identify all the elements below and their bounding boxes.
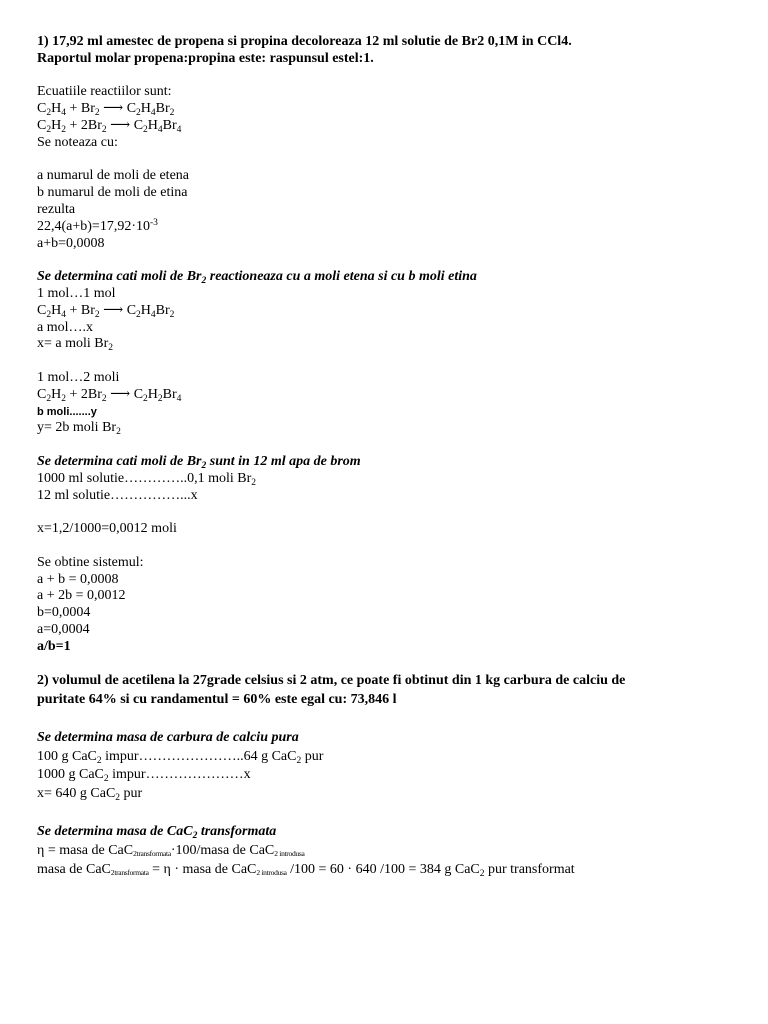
yield-formula: η = masa de CaC2transformata·100/masa de CaC2 introdusa	[37, 842, 305, 858]
sum-equation: a+b=0,0008	[37, 235, 105, 251]
problem-2-title-line-1: 2) volumul de acetilena la 27grade celsius si 2 atm, ce poate fi obtinut din 1 kg carbura de calciu de	[37, 673, 626, 689]
problem-1-title-line-1: 1) 17,92 ml amestec de propena si propina decoloreaza 12 ml solutie de Br2 0,1M in CCl4.	[37, 34, 572, 49]
variable-a-definition: a numarul de moli de etena	[37, 168, 189, 184]
carbide-line-2: 1000 g CaC$_2$ impur…………………x	[37, 767, 251, 785]
result-label: rezulta	[37, 201, 76, 217]
system-eq-2: a + 2b = 0,0012	[37, 588, 126, 604]
section-heading-br2-in-solution: Se determina cati moli de $Br_2$ sunt in 12 ml apa de brom	[37, 453, 361, 471]
y-result: y= 2b moli $Br_2$	[37, 420, 121, 438]
final-ratio: a/b=1	[37, 638, 71, 654]
document-page	[37, 34, 737, 881]
section-heading-br2-reacted: Se determina cati moli de $Br_2$ reactioneaza cu a moli etena si cu b moli etina	[37, 269, 477, 287]
solution-line-1: 1000 ml solutie…………..0,1 moli $Br_2$	[37, 470, 257, 488]
reaction-equation-3: $C_2H_4 + Br_2$ ⟶ $C_2H_4Br_2$	[37, 302, 175, 320]
system-eq-3: b=0,0004	[37, 605, 91, 621]
section-heading-transformed-carbide: Se determina masa de CaC$_2$ transformata	[37, 824, 277, 842]
system-intro: Se obtine sistemul:	[37, 554, 144, 570]
reaction-equation-2: $C_2H_2 + 2Br_2$ ⟶ $C_2H_4Br_4$	[37, 117, 182, 135]
solution-line-2: 12 ml solutie……………...x	[37, 487, 198, 503]
notation-intro: Se noteaza cu:	[37, 134, 118, 150]
reaction-equation-4: $C_2H_2 + 2Br_2$ ⟶ $C_2H_2Br_4$	[37, 386, 182, 404]
system-eq-1: a + b = 0,0008	[37, 571, 119, 587]
x-value: x=1,2/1000=0,0012 moli	[37, 521, 177, 537]
x-result: x= a moli $Br_2$	[37, 336, 114, 354]
stoich-line-a: a mol….x	[37, 319, 93, 335]
problem-2-title-line-2: puritate 64% si cu randamentul = 60% este egal cu: 73,846 l	[37, 691, 397, 707]
problem-1-title-line-2: Raportul molar propena:propina este: raspunsul estel:1.	[37, 50, 374, 66]
variable-b-definition: b numarul de moli de etina	[37, 185, 188, 201]
volume-equation: $22,4(a+b)=17,92\cdot 10^{-3}$	[37, 217, 158, 234]
system-eq-4: a=0,0004	[37, 621, 90, 637]
stoich-line-b: b moli.......y	[37, 405, 97, 418]
equations-intro: Ecuatiile reactiilor sunt:	[37, 84, 172, 100]
reaction-equation-1: $C_2H_4 + Br_2$ ⟶ $C_2H_4Br_2$	[37, 101, 175, 119]
carbide-line-1: 100 g CaC$_2$ impur…………………..64 g CaC$_2$ pur	[37, 748, 324, 766]
transformed-mass-formula: masa de CaC2transformata = η · masa de CaC2 introdusa /100 = 60 · 640 /100 = 384 g CaC$_2$ pur transformat	[37, 862, 575, 880]
carbide-line-3: x= 640 g CaC$_2$ pur	[37, 785, 143, 803]
stoich-line-1: 1 mol…1 mol	[37, 285, 116, 301]
section-heading-pure-carbide: Se determina masa de carbura de calciu pura	[37, 730, 299, 746]
stoich-line-2: 1 mol…2 moli	[37, 369, 120, 385]
